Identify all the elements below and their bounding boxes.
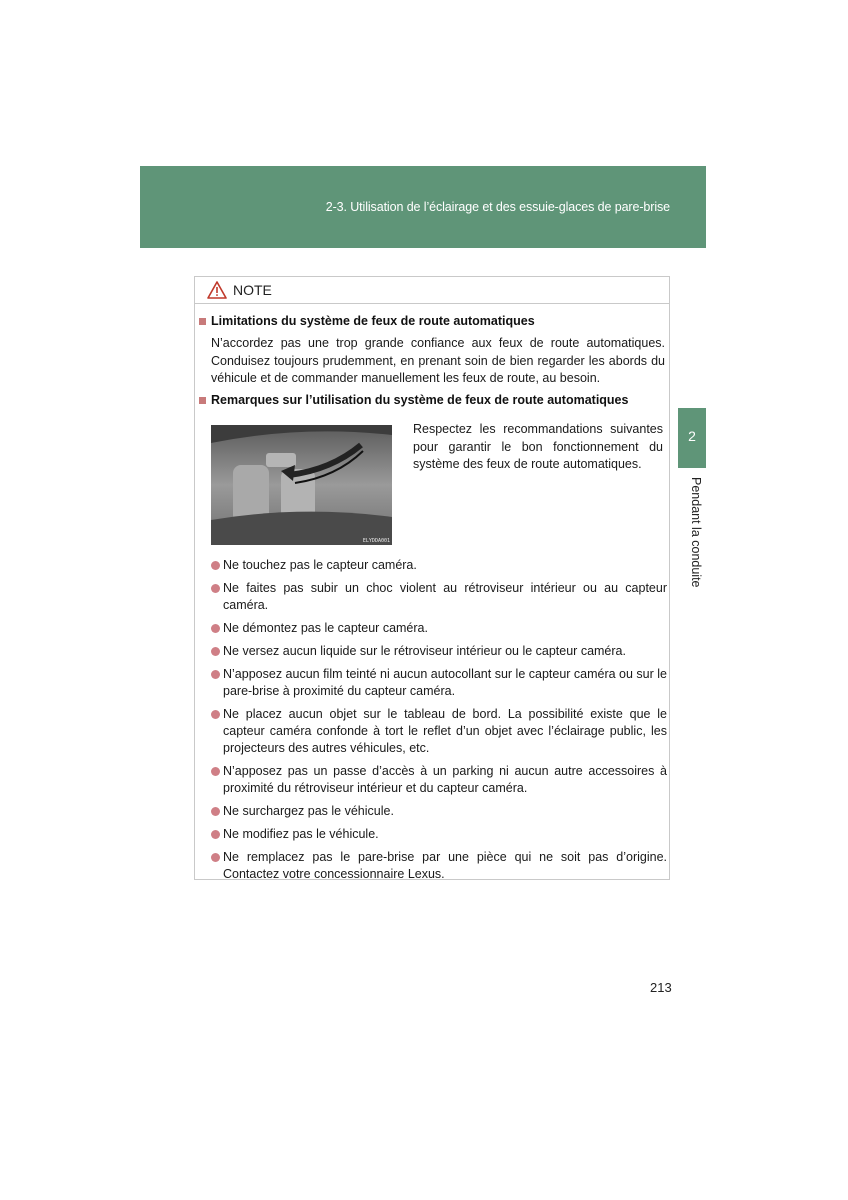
bullet-dot-icon <box>211 767 220 776</box>
list-item: Ne touchez pas le capteur caméra. <box>211 557 667 574</box>
bullet-dot-icon <box>211 624 220 633</box>
section-title-remarks <box>199 393 628 407</box>
list-item: Ne versez aucun liquide sur le rétroviseur intérieur ou le capteur caméra. <box>211 643 667 660</box>
bullet-dot-icon <box>211 853 220 862</box>
list-item: Ne modifiez pas le véhicule. <box>211 826 667 843</box>
list-item: Ne faites pas subir un choc violent au rétroviseur intérieur ou au capteur caméra. <box>211 580 667 614</box>
section-title-text: Limitations du système de feux de route automatiques <box>211 314 535 328</box>
chapter-title: 2-3. Utilisation de l’éclairage et des essuie-glaces de pare-brise <box>325 200 670 214</box>
list-item: N’apposez aucun film teinté ni aucun autocollant sur le capteur caméra ou sur le pare-brise à proximité du capteur caméra. <box>211 666 667 700</box>
bullet-dot-icon <box>211 584 220 593</box>
note-box <box>194 276 670 880</box>
list-item: N’apposez pas un passe d’accès à un parking ni aucun autre accessoires à proximité du rétroviseur intérieur et du capteur caméra. <box>211 763 667 797</box>
windshield-camera-photo <box>211 425 392 545</box>
list-item: Ne démontez pas le capteur caméra. <box>211 620 667 637</box>
bullet-dot-icon <box>211 807 220 816</box>
section-title-text: Remarques sur l’utilisation du système de feux de route automatiques <box>211 393 629 407</box>
list-item: Ne placez aucun objet sur le tableau de bord. La possibilité existe que le capteur caméra confonde à tort le reflet d’un objet avec l’éclairage public, les projecteurs des autres véhicules, etc. <box>211 706 667 757</box>
chapter-tab <box>678 408 706 468</box>
page-number: 213 <box>650 980 672 995</box>
bullet-dot-icon <box>211 647 220 656</box>
square-bullet-icon <box>199 397 206 404</box>
bullet-dot-icon <box>211 670 220 679</box>
header-band <box>140 166 706 248</box>
remarks-intro: Respectez les recommandations suivantes pour garantir le bon fonctionnement du système des feux de route automatiques. <box>413 422 663 471</box>
square-bullet-icon <box>199 318 206 325</box>
list-item: Ne remplacez pas le pare-brise par une pièce qui ne soit pas d’origine. Contactez votre concessionnaire Lexus. <box>211 849 667 883</box>
photo-code: ELYDDA001 <box>362 538 390 544</box>
recommendations-list <box>211 557 667 889</box>
section-title-limitations <box>199 314 535 328</box>
bullet-dot-icon <box>211 830 220 839</box>
chapter-number: 2 <box>688 428 696 444</box>
list-item: Ne surchargez pas le véhicule. <box>211 803 667 820</box>
bullet-dot-icon <box>211 561 220 570</box>
note-heading: NOTE <box>233 282 272 298</box>
bullet-dot-icon <box>211 710 220 719</box>
warning-triangle-icon <box>207 281 227 299</box>
note-header <box>195 277 669 304</box>
limitations-text: N’accordez pas une trop grande confiance aux feux de route automatiques. Conduisez toujours prudemment, en prenant soin de bien regarder les abords du véhicule et de commander manuellement les feux de route, au besoin. <box>211 336 665 385</box>
chapter-side-label: Pendant la conduite <box>689 477 703 588</box>
